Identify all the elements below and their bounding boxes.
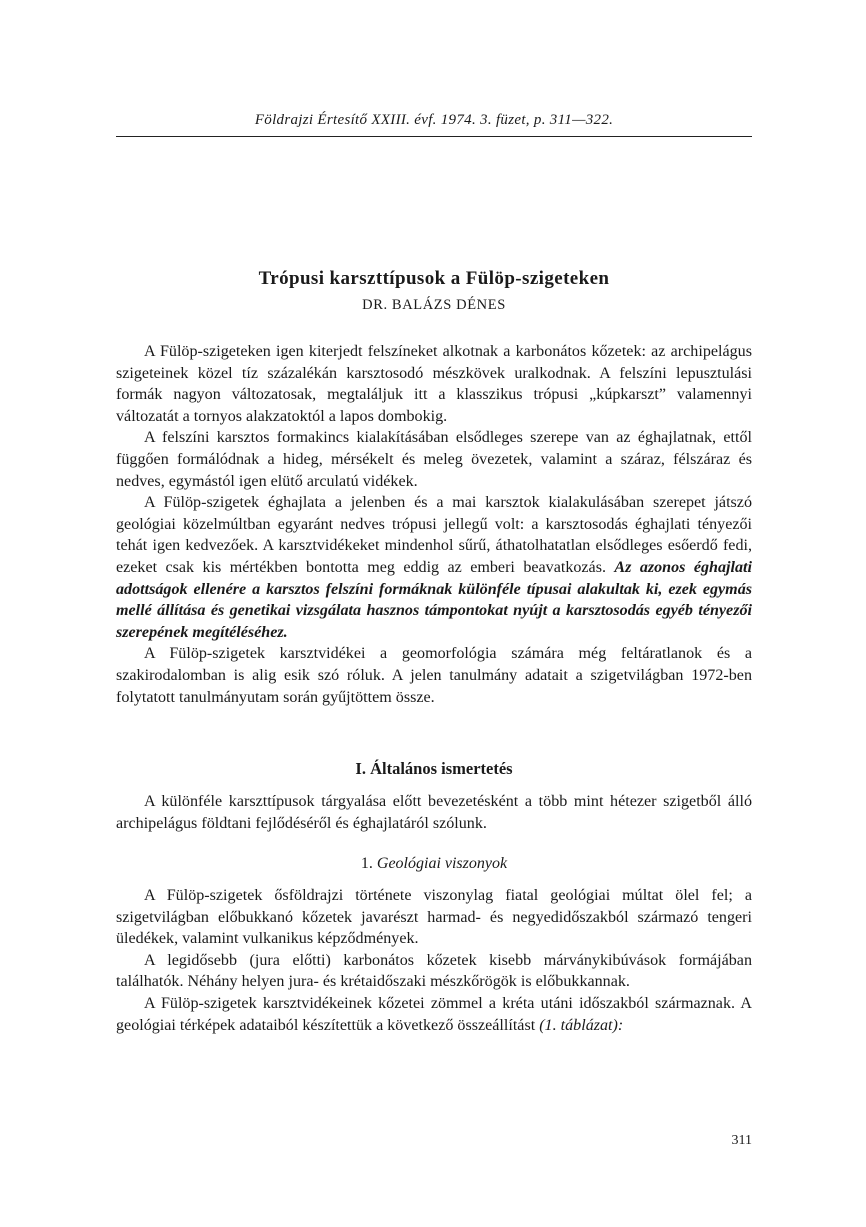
section-heading: I. Általános ismertetés [355,759,513,778]
paragraph-text: A Fülöp-szigetek karsztvidékeinek kőzetei zömmel a kréta utáni időszakból származnak. A geológiai térképek adataiból készítettük a következő összeállítást [116,994,752,1034]
subsection-title: Geológiai viszonyok [376,855,508,872]
paragraph: A Fülöp-szigetek karsztvidékei a geomorfológia számára még feltáratlanok és a szakirodalomban is alig esik szó róluk. A jelen tanulmány adatait a szigetvilágban 1972-ben folytatott tanulmányutam során gyűjtöttem össze. [116,645,752,706]
paragraph: A felszíni karsztos formakincs kialakításában elsődleges szerepe van az éghajlatnak, ettől függően formálódnak a hideg, mérsékelt és meleg övezetek, valamint a száraz, félszáraz és nedves, egymástól igen elütő arculatú vidékek. [116,429,752,490]
subsection-text [116,885,752,1036]
paragraph: A Fülöp-szigeteken igen kiterjedt felszíneket alkotnak a karbonátos kőzetek: az archipelágus szigeteinek közel tíz százalékán karsztosodó mészkövek uralkodnak. A felszíni lepusztulási formák nagyon változatosak, megtaláljuk itt a klasszikus trópusi „kúpkarszt” valamennyi változatát a tornyos alakzatoktól a lapos dombokig. [116,343,752,425]
subsection-heading [116,855,752,873]
paragraph: A Fülöp-szigetek ősföldrajzi története viszonylag fiatal geológiai múltat ölel fel; a szigetvilágban előbukkanó kőzetek javarészt harmad- és negyedidőszakból származó tengeri üledékek, valamint vulkanikus képződmények. [116,887,752,948]
paragraph [116,993,752,1036]
section-text [116,791,752,834]
paragraph: A legidősebb (jura előtti) karbonátos kőzetek kisebb márványkibúvások formájában találhatók. Néhány helyen jura- és krétaidőszaki mészkőrögök is előbukkannak. [116,951,752,991]
emphasized-text: Az azonos éghajlati adottságok ellenére a karsztos felszíni formáknak különféle típusai alakultak ki, ezek egymás mellé állítása és genetikai vizsgálata hasznos támpontokat nyújt a karsztosodás egyéb tényezői szerepének megítéléséhez. [116,558,752,641]
intro-text [116,341,752,708]
table-reference: (1. táblázat): [539,1016,624,1034]
article-author: DR. BALÁZS DÉNES [362,297,506,313]
paragraph: A különféle karszttípusok tárgyalása előtt bevezetésként a több mint hétezer szigetből álló archipelágus földtani fejlődéséről és éghajlatáról szólunk. [116,793,752,832]
header-rule [116,136,752,137]
article-title: Trópusi karszttípusok a Fülöp-szigeteken [258,268,610,289]
paragraph [116,492,752,643]
subsection-number: 1. [360,855,373,872]
paragraph-text: A Fülöp-szigetek éghajlata a jelenben és a mai karsztok kialakulásában szerepet játszó geológiai közelmúltban egyaránt nedves trópusi jellegű volt: a karsztosodás éghajlati tényezői tehát igen kedvezőek. A karsztvidékeket mindenhol sűrű, áthatolhatatlan elsődleges esőerdő fedi, ezeket csak kis mértékben bontotta meg eddig az emberi beavatkozás. [116,494,752,576]
journal-header: Földrajzi Értesítő XXIII. évf. 1974. 3. füzet, p. 311—322. [254,112,614,128]
page-number: 311 [731,1133,752,1148]
